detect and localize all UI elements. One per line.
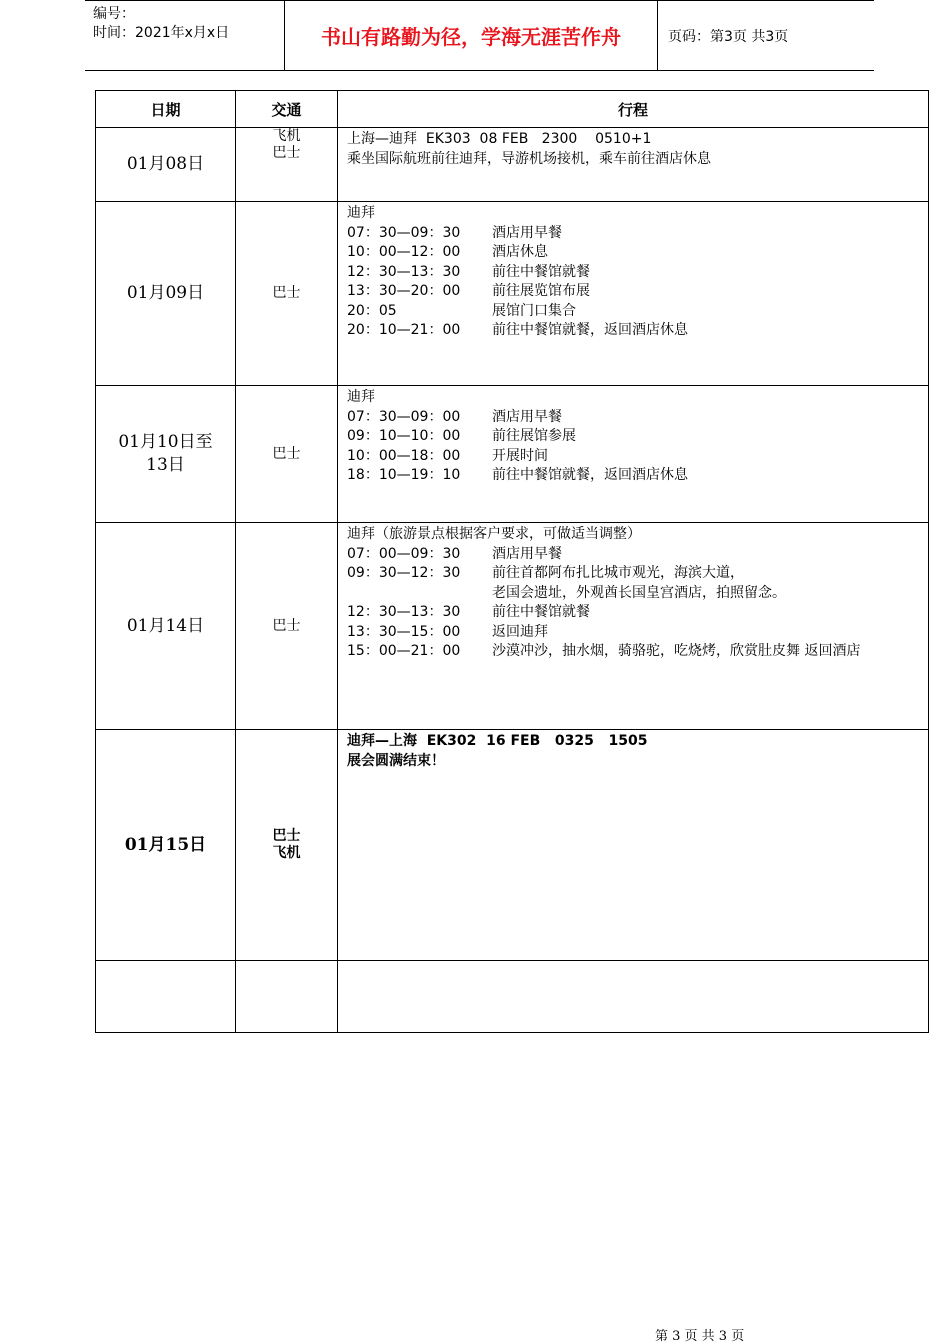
time-label: 时间：2021年x月x日	[93, 25, 230, 41]
date-cell	[96, 386, 236, 523]
empty-cell	[96, 961, 236, 1033]
schedule-time: 18：10—19：10	[347, 467, 461, 483]
schedule-item	[347, 263, 928, 283]
table-row	[96, 523, 929, 730]
schedule-activity: 前往中餐馆就餐	[492, 263, 590, 280]
empty-cell	[338, 961, 929, 1033]
itinerary-table	[95, 90, 929, 1033]
schedule-time: 13：30—20：00	[347, 283, 461, 299]
empty-cell	[236, 961, 338, 1033]
transport-cell	[236, 523, 338, 730]
schedule-activity: 返回迪拜	[492, 623, 548, 640]
transport-item: 飞机	[272, 845, 301, 861]
schedule-activity: 前往首都阿布扎比城市观光，海滨大道，	[492, 565, 744, 581]
schedule-activity: 前往中餐馆就餐，返回酒店休息	[492, 322, 688, 338]
transport-item: 巴士	[272, 828, 301, 844]
transport-cell	[236, 128, 338, 202]
table-row	[96, 202, 929, 386]
schedule-time: 12：30—13：30	[347, 263, 461, 280]
transport-item: 巴士	[272, 285, 301, 301]
schedule-activity: 酒店休息	[492, 244, 548, 260]
schedule-time: 20：10—21：00	[347, 322, 461, 338]
schedule-item	[347, 282, 928, 302]
date-cell: 01月09日	[96, 202, 236, 386]
schedule-item	[347, 623, 928, 643]
schedule-time: 10：00—12：00	[347, 244, 461, 260]
transport-item: 飞机	[272, 128, 301, 144]
date-cell: 01月08日	[96, 128, 236, 202]
header-itinerary: 行程	[338, 91, 929, 128]
schedule-activity: 酒店用早餐	[492, 408, 562, 425]
table-row-empty	[96, 961, 929, 1033]
flight-line: 迪拜—上海 EK302 16 FEB 0325 1505	[347, 733, 648, 749]
page-footer: 第 3 页 共 3 页	[655, 1329, 745, 1344]
date-cell: 01月14日	[96, 523, 236, 730]
schedule-item-continued	[347, 584, 928, 604]
header-motto-cell	[284, 1, 658, 70]
itinerary-cell	[338, 386, 929, 523]
schedule-time: 10：00—18：00	[347, 447, 461, 464]
itinerary-cell	[338, 128, 929, 202]
schedule-time: 15：00—21：00	[347, 643, 461, 659]
itinerary-line: 展会圆满结束！	[347, 752, 445, 769]
itinerary-cell	[338, 202, 929, 386]
transport-item: 巴士	[272, 445, 301, 462]
transport-item: 巴士	[272, 145, 301, 161]
schedule-item	[347, 427, 928, 447]
schedule-time: 07：30—09：30	[347, 224, 461, 241]
schedule-activity: 前往中餐馆就餐	[492, 604, 590, 620]
schedule-item	[347, 447, 928, 467]
schedule-item	[347, 321, 928, 341]
header-page-info-cell	[658, 1, 874, 70]
schedule-item	[347, 224, 928, 244]
schedule-item	[347, 564, 928, 584]
date-line: 01月10日至	[118, 432, 213, 452]
schedule-activity: 前往展览馆布展	[492, 283, 590, 299]
schedule-time: 12：30—13：30	[347, 604, 461, 620]
schedule-time: 20：05	[347, 302, 397, 319]
schedule-activity: 开展时间	[492, 447, 548, 464]
schedule-item	[347, 408, 928, 428]
schedule-activity: 展馆门口集合	[492, 302, 576, 319]
schedule-activity: 沙漠冲沙，抽水烟，骑骆驼，吃烧烤，欣赏肚皮舞 返回酒店	[492, 643, 861, 659]
header-date: 日期	[96, 91, 236, 128]
transport-cell	[236, 730, 338, 961]
motto: 书山有路勤为径，学海无涯苦作舟	[321, 25, 621, 49]
transport-cell	[236, 386, 338, 523]
schedule-activity: 酒店用早餐	[492, 224, 562, 241]
schedule-time: 07：00—09：30	[347, 545, 461, 562]
schedule-item	[347, 642, 928, 662]
schedule-time: 09：30—12：30	[347, 565, 461, 581]
schedule-item	[347, 545, 928, 565]
itinerary-cell	[338, 523, 929, 730]
schedule-time: 09：10—10：00	[347, 428, 461, 444]
itinerary-title: 迪拜	[347, 389, 375, 405]
date-cell: 01月15日	[96, 730, 236, 961]
itinerary-title: 迪拜	[347, 205, 375, 221]
schedule-activity: 前往展馆参展	[492, 428, 576, 444]
flight-line: 上海—迪拜 EK303 08 FEB 2300 0510+1	[347, 131, 652, 147]
table-row	[96, 128, 929, 202]
schedule-activity: 酒店用早餐	[492, 545, 562, 562]
schedule-time: 13：30—15：00	[347, 623, 461, 640]
schedule-item	[347, 603, 928, 623]
schedule-item	[347, 302, 928, 322]
table-row	[96, 386, 929, 523]
schedule-activity: 老国会遗址，外观酋长国皇宫酒店，拍照留念。	[492, 584, 786, 601]
header-transport: 交通	[236, 91, 338, 128]
transport-item: 巴士	[272, 617, 301, 634]
page-info: 页码：第3页 共3页	[668, 28, 789, 45]
header-meta	[85, 1, 283, 74]
schedule-item	[347, 466, 928, 486]
transport-cell	[236, 202, 338, 386]
table-header-row	[96, 91, 929, 128]
date-line: 13日	[146, 455, 185, 475]
table-row	[96, 730, 929, 961]
itinerary-line: 乘坐国际航班前往迪拜，导游机场接机，乘车前往酒店休息	[347, 150, 711, 167]
schedule-activity: 前往中餐馆就餐，返回酒店休息	[492, 467, 688, 483]
schedule-time: 07：30—09：00	[347, 408, 461, 425]
itinerary-cell	[338, 730, 929, 961]
number-label: 编号：	[93, 6, 135, 22]
itinerary-title: 迪拜（旅游景点根据客户要求，可做适当调整）	[347, 526, 641, 542]
page-header	[85, 0, 874, 71]
schedule-item	[347, 243, 928, 263]
